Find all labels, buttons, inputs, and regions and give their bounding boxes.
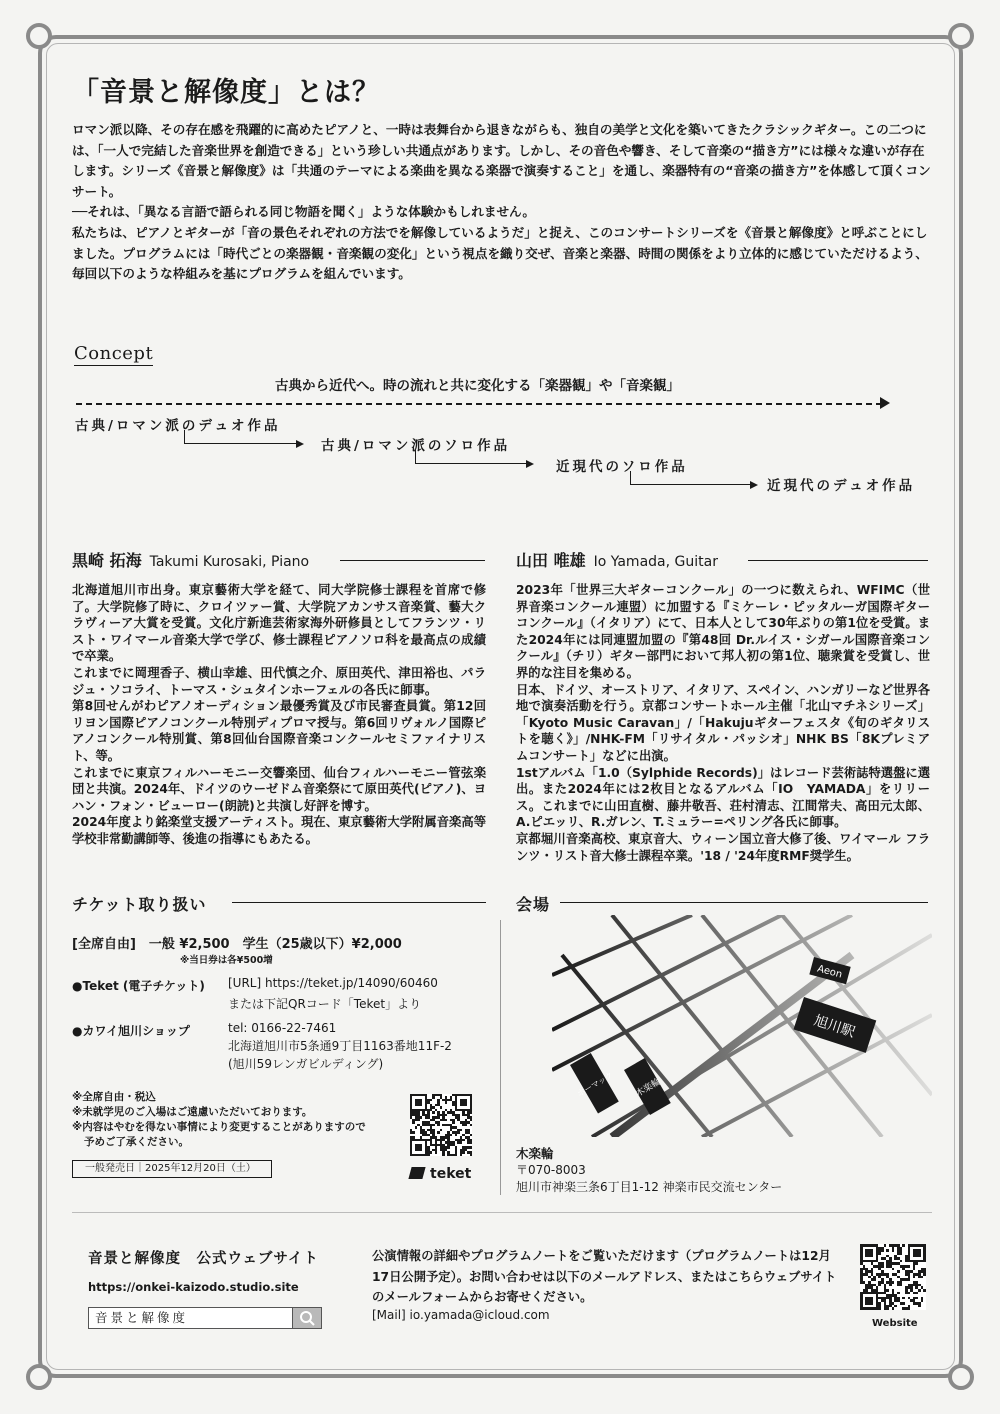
venue-name: 木楽輪 [516,1146,554,1161]
heading-rule [560,902,928,903]
step-connector [415,450,526,464]
arrow-right-icon [296,440,304,448]
arrow-right-icon [750,481,758,489]
teket-qr-note: または下記QRコード「Teket」より [228,997,422,1011]
search-icon [293,1308,321,1328]
frame-corner-ornament [26,23,52,49]
teket-logo-icon [408,1167,425,1179]
arrow-right-icon [526,460,534,468]
heading-rule [748,560,928,561]
shop-address-building: (旭川59レンガビルディング) [228,1057,384,1071]
venue-street: 旭川市神楽三条6丁目1-12 神楽市民交流センター [516,1180,783,1194]
frame-corner-ornament [948,1364,974,1390]
map-label-text: ホーマック [575,1070,615,1099]
concept-step: 古典/ロマン派のソロ作品 [321,438,511,454]
ticket-price-note: ※当日券は各¥500増 [180,955,273,966]
performer-heading-piano [72,548,309,571]
performer-name: 山田 唯雄 [516,551,586,570]
performer-bio-guitar: 2023年「世界三大ギターコンクール」の一つに数えられ、WFIMC（世界音楽コンクール連盟）に加盟する『ミケーレ・ピッタルーガ国際ギターコンクール』（イタリア）にて、日本人として30年ぶりの第1位を受賞。また2024年には同連盟加盟の『第48回 Dr.ルイス・シガール国際音楽コンクール』（チリ）ギター部門において邦人初の第1位、聴衆賞を受賞し、世界的な注目を集める。 日本、ドイツ、オーストリア、イタリア、スペイン、ハンガリーなど世界各地で演奏活動を行う。京都コンサートホール主催「北山マチネシリーズ」「Kyoto Music Caravan」/「Hakujuギターフェスタ《旬のギタリストを聴く》」/NHK-FM「リサイタル・パッシオ」NHK BS「8Kプレミアムコンサート」などに出演。 1stアルバム「1.0（Sylphide Records)」はレコード芸術誌特選盤に選出。また2024年には2枚目となるアルバム「IO YAMADA」をリリース。これまでに山田直樹、藤井敬吾、荘村清志、江間常夫、高田元太郎、A.ピエッリ、R.ガレン、T.ミュラー=ペリング各氏に師事。 京都堀川音楽高校、東京音大、ウィーン国立音大修了後、ワイマール フランツ・リスト音大修士課程卒業。'18 / '24年度RMF奨学生。 [516,583,930,863]
website-qr-label: Website [872,1318,918,1329]
intro-paragraph: ──それは、「異なる言語で語られる同じ物語を聞く」ような体験かもしれません。 [72,204,535,220]
search-input[interactable]: 音景と解像度 [88,1307,294,1329]
map-label-text: 旭川駅 [811,1012,857,1041]
teket-qr-code[interactable] [410,1094,472,1156]
ticket-price: [全席自由] 一般 ¥2,500 学生（25歳以下）¥2,000 [72,937,402,952]
note-line: ※全席自由・税込 [72,1091,156,1103]
venue-map[interactable] [552,915,932,1137]
column-divider [500,920,501,1195]
website-title: 音景と解像度 公式ウェブサイト [88,1251,319,1267]
footer-divider [72,1212,932,1213]
contact-text: 公演情報の詳細やプログラムノートをご覧いただけます（プログラムノートは12月17日公開予定）。お問い合わせは以下のメールアドレス、またはこちらウェブサイトのメールフォームからお寄せください。 [372,1249,837,1304]
step-connector [184,430,296,444]
teket-url-link[interactable]: [URL] https://teket.jp/14090/60460 [228,976,438,990]
venue-address [516,1162,782,1196]
heading-rule [340,560,485,561]
concept-step: 近現代のデュオ作品 [767,478,916,494]
performer-roman-name: Takumi Kurosaki, Piano [149,554,310,570]
teket-logo [410,1166,471,1182]
website-qr-code[interactable] [860,1244,926,1310]
ticket-notes [72,1090,366,1150]
performer-name: 黒崎 拓海 [72,551,142,570]
concept-headline: 古典から近代へ。時の流れと共に変化する「楽器観」や「音楽観」 [275,378,680,394]
website-url-link[interactable]: https://onkei-kaizodo.studio.site [88,1280,299,1294]
frame-corner-ornament [948,23,974,49]
search-button[interactable] [292,1307,322,1329]
intro-paragraph: ロマン派以降、その存在感を飛躍的に高めたピアノと、一時は表舞台から退きながらも、独自の美学と文化を築いてきたクラシックギター。この二つには、「一人で完結した音楽世界を創造できる」という珍しい共通点があります。しかし、その音色や響き、そして音楽の“描き方”には様々な違いが存在します。シリーズ《音景と解像度》は「共通のテーマによる楽曲を異なる楽器で演奏すること」を通し、楽器特有の“音楽の描き方”を体感して頂くコンサート。 [72,122,931,199]
teket-label: ●Teket (電子チケット) [72,979,205,993]
page-title: 「音景と解像度」とは？ [72,77,380,108]
qr-module [470,1154,472,1156]
frame-corner-ornament [26,1364,52,1390]
concept-step: 近現代のソロ作品 [556,459,688,475]
teket-logo-text: teket [430,1166,472,1182]
shop-label: ●カワイ旭川ショップ [72,1024,190,1038]
map-label-text: 木楽輪 [634,1077,663,1100]
intro-text [72,120,934,285]
timeline-arrowhead [880,397,890,409]
note-line: ※内容はやむを得ない事情により変更することがありますので [72,1121,366,1133]
concept-label: Concept [74,343,154,364]
tickets-title: チケット取り扱い [72,895,207,914]
performer-bio-piano: 北海道旭川市出身。東京藝術大学を経て、同大学院修士課程を首席で修了。大学院修了時に、クロイツァー賞、大学院アカンサス音楽賞、藝大クラヴィーア大賞を受賞。文化庁新進芸術家海外研修員としてフランツ・リスト・ワイマール音楽大学で学び、修士課程ピアノソロ科を最高点の成績で卒業。 これまでに岡理香子、横山幸雄、田代慎之介、原田英代、津田裕也、パラジュ・ソコライ、トーマス・シュタインホーフェルの各氏に師事。 第8回せんがわピアノオーディション最優秀賞及び市民審査員賞。第12回リヨン国際ピアノコンクール特別ディプロマ授与。第6回リヴォルノ国際ピアノコンクール特別賞、第8回仙台国際音楽コンクールセミファイナリスト、等。 これまでに東京フィルハーモニー交響楽団、仙台フィルハーモニー管弦楽団と共演。2024年、ドイツのウーゼドム音楽祭にて原田英代(ピアノ)、ヨハン・フォン・ビューロー(朗読)と共演し好評を博す。 2024年度より銘楽堂支援アーティスト。現在、東京藝術大学附属音楽高等学校非常勤講師等、後進の指導にもあたる。 [72,583,486,846]
concept-step: 古典/ロマン派のデュオ作品 [75,418,281,434]
note-line: 予めご了承ください。 [84,1136,189,1148]
contact-mail-link[interactable]: [Mail] io.yamada@icloud.com [372,1308,550,1322]
sale-date-box: 一般発売日｜2025年12月20日（土） [72,1160,272,1178]
intro-paragraph: 私たちは、ピアノとギターが「音の景色それぞれの方法でを解像しているようだ」と捉え、このコンサートシリーズを《音景と解像度》と呼ぶことにしました。プログラムには「時代ごとの楽器観・音楽観の変化」という視点を織り交ぜ、音楽と楽器、時間の関係をより立体的に感じていただけるよう、毎回以下のような枠組みを基にプログラムを組んでいます。 [72,224,928,282]
qr-module [923,1307,926,1310]
venue-postal: 〒070-8003 [516,1163,586,1177]
performer-roman-name: Io Yamada, Guitar [593,554,718,570]
heading-rule [232,902,486,903]
note-line: ※未就学児のご入場はご遠慮いただいております。 [72,1106,313,1118]
shop-tel: tel: 0166-22-7461 [228,1021,337,1035]
performer-heading-guitar [516,548,718,571]
shop-address: 北海道旭川市5条通9丁目1163番地11F-2 [228,1039,452,1053]
map-label-text: Aeon [816,963,844,981]
step-connector [630,471,750,485]
venue-title: 会場 [516,895,551,914]
timeline-dashed-line [76,403,882,405]
